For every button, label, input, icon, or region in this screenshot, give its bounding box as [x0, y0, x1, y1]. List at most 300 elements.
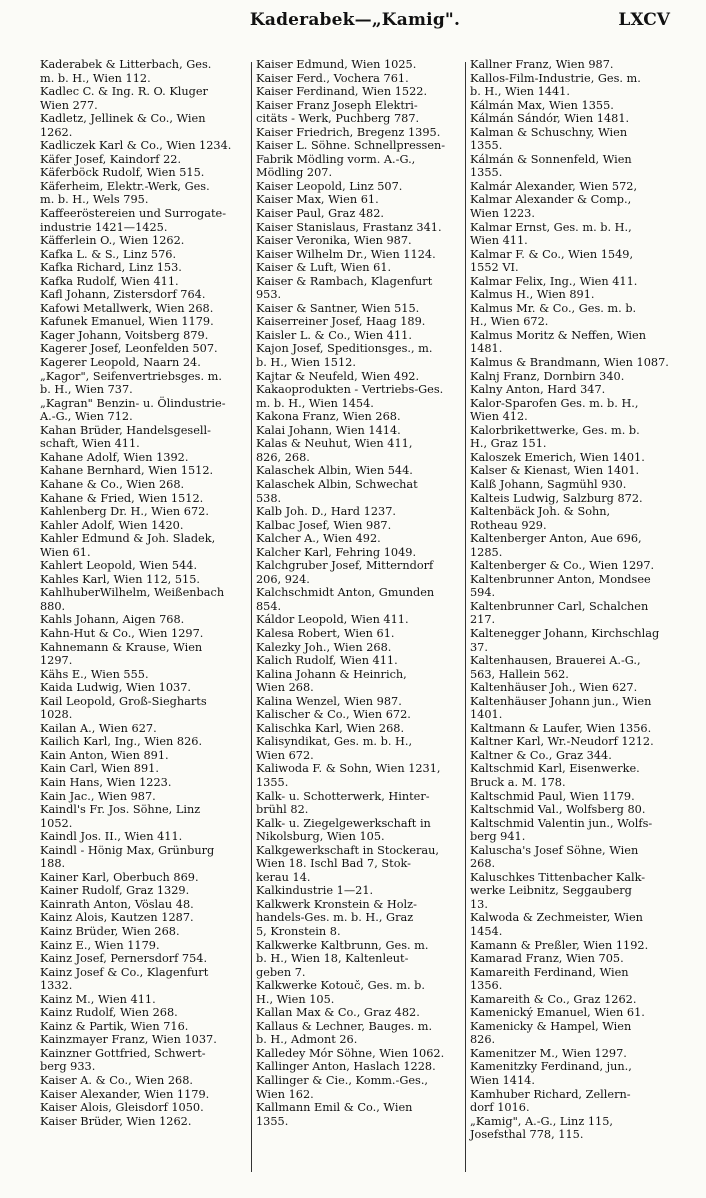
entry-line: 1355. [256, 1114, 289, 1128]
directory-entry [256, 695, 462, 709]
entry-line: Kaiser Max, Wien 61. [256, 193, 379, 207]
entry-line: Kainrath Anton, Vöslau 48. [40, 897, 194, 911]
directory-entry [256, 722, 462, 736]
entry-line: Kaisler L. & Co., Wien 411. [256, 328, 412, 342]
entry-line: Kalchschmidt Anton, Gmunden [256, 586, 435, 600]
directory-entry [256, 207, 462, 221]
directory-entry [40, 519, 248, 533]
entry-line: Kamhuber Richard, Zellern- [470, 1087, 631, 1101]
entry-line: b. H., Wien 18, Kaltenleut- [256, 952, 409, 966]
directory-entry [470, 112, 672, 126]
directory-entry [470, 1047, 672, 1061]
directory-entry [470, 749, 672, 763]
entry-line: 1355. [256, 775, 289, 789]
directory-entry [40, 275, 248, 289]
directory-entry [256, 654, 462, 668]
directory-entry [256, 464, 462, 478]
entry-line: 1454. [470, 925, 503, 938]
entry-line: Kaiserreiner Josef, Haag 189. [256, 315, 426, 329]
entry-line: Kamarad Franz, Wien 705. [470, 952, 624, 966]
directory-entry [470, 302, 672, 329]
directory-entry [470, 952, 672, 966]
directory-entry [40, 884, 248, 898]
directory-entry [470, 180, 672, 194]
entry-line: 268. [470, 857, 496, 871]
entry-line: Kalny Anton, Hard 347. [470, 383, 606, 397]
entry-line: Kaiser Ferd., Vochera 761. [256, 71, 409, 85]
entry-line: Kahlert Leopold, Wien 544. [40, 559, 198, 573]
directory-entry [40, 966, 248, 993]
entry-line: Kallinger Anton, Haslach 1228. [256, 1060, 436, 1074]
directory-entry [470, 1006, 672, 1020]
entry-line: 538. [256, 491, 282, 505]
directory-entry [256, 519, 462, 533]
entry-line: b. H., Wien 1441. [470, 85, 570, 99]
entry-line: Kaloszek Emerich, Wien 1401. [470, 450, 645, 464]
directory-entry [470, 505, 672, 532]
directory-entry [256, 844, 462, 885]
directory-entry [470, 451, 672, 465]
entry-line: Kalai Johann, Wien 1414. [256, 423, 401, 437]
entry-line: Kager Johann, Voitsberg 879. [40, 328, 209, 342]
entry-line: Kaindl Jos. II., Wien 411. [40, 830, 183, 844]
entry-line: 206, 924. [256, 572, 310, 586]
entry-line: Kamareith & Co., Graz 1262. [470, 992, 637, 1006]
entry-line: m. b. H., Wels 795. [40, 193, 149, 207]
entry-line: Kainzner Gottfried, Schwert- [40, 1046, 206, 1060]
entry-line: Kahane & Co., Wien 268. [40, 477, 185, 491]
directory-entry [470, 871, 672, 912]
entry-line: Kaltschmid Paul, Wien 1179. [470, 789, 635, 803]
entry-line: Kamenicky & Hampel, Wien [470, 1019, 632, 1033]
entry-line: Kahler Edmund & Joh. Sladek, [40, 532, 216, 546]
entry-line: Kalezky Joh., Wien 268. [256, 640, 392, 654]
directory-entry [40, 1101, 248, 1115]
directory-entry [40, 586, 248, 613]
entry-line: Kaltmann & Laufer, Wien 1356. [470, 721, 652, 735]
directory-entry [470, 288, 672, 302]
directory-entry [40, 180, 248, 207]
entry-line: Kaderabek & Litterbach, Ges. [40, 58, 212, 71]
directory-entry [470, 126, 672, 153]
directory-entry [40, 993, 248, 1007]
directory-entry [40, 681, 248, 695]
entry-line: A.-G., Wien 712. [40, 410, 133, 424]
entry-line: Kallner Franz, Wien 987. [470, 58, 614, 71]
entry-line: Kaltner & Co., Graz 344. [470, 748, 612, 762]
entry-line: Kalina Johann & Heinrich, [256, 667, 407, 681]
entry-line: Kalchgruber Josef, Mitterndorf [256, 559, 434, 573]
entry-line: Kaliwoda F. & Sohn, Wien 1231, [256, 762, 441, 776]
directory-entry [256, 234, 462, 248]
entry-line: dorf 1016. [470, 1101, 530, 1115]
directory-entry [256, 735, 462, 762]
entry-line: Kalkwerke Kaltbrunn, Ges. m. [256, 938, 429, 952]
directory-entry [40, 370, 248, 397]
entry-line: Kalischer & Co., Wien 672. [256, 708, 411, 722]
entry-line: b. H., Admont 26. [256, 1033, 358, 1047]
entry-line: Kaiser A. & Co., Wien 268. [40, 1074, 193, 1088]
entry-line: Josefsthal 778, 115. [470, 1128, 584, 1142]
entry-line: Kakaoprodukten - Vertriebs-Ges. [256, 383, 444, 397]
entry-line: Kafl Johann, Zistersdorf 764. [40, 288, 206, 302]
directory-entry [470, 735, 672, 749]
entry-line: m. b. H., Wien 112. [40, 71, 151, 85]
directory-entry [256, 668, 462, 695]
directory-entry [40, 329, 248, 343]
directory-entry [256, 532, 462, 546]
entry-line: Kainz M., Wien 411. [40, 992, 156, 1006]
directory-entry [470, 654, 672, 681]
entry-line: Kahles Karl, Wien 112, 515. [40, 572, 200, 586]
entry-line: schaft, Wien 411. [40, 437, 140, 451]
entry-line: „Kamig", A.-G., Linz 115, [470, 1114, 614, 1128]
directory-entry [40, 1115, 248, 1129]
directory-entry [470, 464, 672, 478]
directory-entry [256, 939, 462, 980]
entry-line: Wien 61. [40, 545, 91, 559]
directory-columns [0, 58, 706, 1178]
entry-line: H., Wien 672. [470, 315, 549, 329]
entry-line: 1401. [470, 708, 503, 722]
entry-line: 1552 VI. [470, 261, 519, 275]
entry-line: Kainz Alois, Kautzen 1287. [40, 911, 194, 925]
entry-line: Wien 411. [470, 234, 528, 248]
entry-line: KahlhuberWilhelm, Weißenbach [40, 586, 225, 600]
entry-line: 37. [470, 640, 488, 654]
entry-line: Kahlenberg Dr. H., Wien 672. [40, 505, 209, 519]
entry-line: „Kagor", Seifenvertriebsges. m. [40, 369, 222, 383]
entry-line: Kamenický Emanuel, Wien 61. [470, 1006, 645, 1020]
entry-line: Kálmán Sándór, Wien 1481. [470, 112, 630, 126]
entry-line: berg 941. [470, 830, 526, 844]
entry-line: Kalkwerk Kronstein & Holz- [256, 897, 417, 911]
entry-line: Bruck a. M. 178. [470, 775, 566, 789]
directory-entry [256, 261, 462, 275]
entry-line: Kaluschkes Tittenbacher Kalk- [470, 870, 646, 884]
entry-line: H., Graz 151. [470, 437, 547, 451]
directory-entry [470, 99, 672, 113]
entry-line: Kainz Brüder, Wien 268. [40, 925, 180, 938]
entry-line: Kallaus & Lechner, Bauges. m. [256, 1019, 433, 1033]
entry-line: Kahn-Hut & Co., Wien 1297. [40, 626, 204, 640]
entry-line: Kain Anton, Wien 891. [40, 748, 169, 762]
entry-line: 1285. [470, 545, 503, 559]
entry-line: Kálmán Max, Wien 1355. [470, 98, 614, 112]
entry-line: Kaiser Veronika, Wien 987. [256, 234, 412, 248]
entry-line: Kaiser Friedrich, Bregenz 1395. [256, 125, 441, 139]
directory-entry [256, 139, 462, 180]
entry-line: Kamann & Preßler, Wien 1192. [470, 938, 649, 952]
entry-line: Kainer Karl, Oberbuch 869. [40, 870, 199, 884]
entry-line: Kahan Brüder, Handelsgesell- [40, 423, 211, 437]
entry-line: Kahnemann & Krause, Wien [40, 640, 203, 654]
directory-entry [40, 248, 248, 262]
entry-line: Kainz & Partik, Wien 716. [40, 1019, 189, 1033]
entry-line: Kaiser Stanislaus, Frastanz 341. [256, 220, 442, 234]
directory-entry [256, 478, 462, 505]
entry-line: Kalmus & Brandmann, Wien 1087. [470, 356, 669, 370]
directory-entry [256, 58, 462, 72]
entry-line: Kalwoda & Zechmeister, Wien [470, 911, 643, 925]
directory-entry [256, 627, 462, 641]
entry-line: Kaltenhäuser Joh., Wien 627. [470, 681, 638, 695]
directory-entry [470, 939, 672, 953]
entry-line: Kagerer Leopold, Naarn 24. [40, 356, 201, 370]
entry-line: Kaiser Paul, Graz 482. [256, 207, 385, 221]
entry-line: Kaltenbrunner Carl, Schalchen [470, 599, 649, 613]
directory-entry [470, 72, 672, 99]
entry-line: industrie 1421—1425. [40, 220, 168, 234]
entry-line: 1052. [40, 816, 73, 830]
entry-line: Kalß Johann, Sagmühl 930. [470, 477, 627, 491]
directory-entry [40, 112, 248, 139]
entry-line: Rotheau 929. [470, 518, 547, 532]
entry-line: Kaindl's Fr. Jos. Söhne, Linz [40, 803, 201, 817]
entry-line: Kalaschek Albin, Schwechat [256, 477, 418, 491]
directory-entry [40, 695, 248, 722]
entry-line: Kamenitzer M., Wien 1297. [470, 1046, 627, 1060]
entry-line: Kaltschmid Valentin jun., Wolfs- [470, 816, 653, 830]
entry-line: Kain Hans, Wien 1223. [40, 775, 172, 789]
entry-line: Kainz Rudolf, Wien 268. [40, 1006, 178, 1020]
directory-entry [40, 451, 248, 465]
directory-entry [40, 261, 248, 275]
entry-line: m. b. H., Wien 1454. [256, 396, 374, 410]
entry-line: 563, Hallein 562. [470, 667, 569, 681]
entry-line: Kaltenbrunner Anton, Mondsee [470, 572, 651, 586]
directory-entry [470, 573, 672, 600]
directory-entry [470, 492, 672, 506]
entry-line: Kalb Joh. D., Hard 1237. [256, 505, 396, 519]
directory-entry [40, 464, 248, 478]
directory-entry [40, 830, 248, 844]
column-3 [470, 58, 672, 1142]
entry-line: Kalman & Schuschny, Wien [470, 125, 628, 139]
directory-entry [256, 762, 462, 789]
entry-line: Kakona Franz, Wien 268. [256, 410, 401, 424]
entry-line: Kalich Rudolf, Wien 411. [256, 654, 398, 668]
entry-line: Kainz Josef & Co., Klagenfurt [40, 965, 209, 979]
entry-line: Wien 18. Ischl Bad 7, Stok- [256, 857, 411, 871]
entry-line: Kaida Ludwig, Wien 1037. [40, 681, 191, 695]
entry-line: Kain Jac., Wien 987. [40, 789, 156, 803]
entry-line: Kainz Josef, Pernersdorf 754. [40, 952, 208, 966]
directory-entry [40, 762, 248, 776]
directory-entry [470, 478, 672, 492]
directory-entry [470, 803, 672, 817]
directory-entry [40, 939, 248, 953]
entry-line: 854. [256, 599, 282, 613]
entry-line: Kaltenberger Anton, Aue 696, [470, 532, 642, 546]
directory-entry [470, 1115, 672, 1142]
directory-entry [256, 1020, 462, 1047]
directory-entry [40, 1033, 248, 1047]
entry-line: Kafka Richard, Linz 153. [40, 261, 182, 275]
directory-entry [470, 817, 672, 844]
directory-entry [470, 383, 672, 397]
directory-entry [40, 925, 248, 939]
entry-line: Kalor-Sparofen Ges. m. b. H., [470, 396, 639, 410]
entry-line: werke Leibnitz, Seggauberg [470, 884, 632, 898]
directory-entry [40, 803, 248, 830]
directory-entry [256, 884, 462, 898]
entry-line: Nikolsburg, Wien 105. [256, 830, 385, 844]
directory-entry [256, 586, 462, 613]
entry-line: 953. [256, 288, 282, 302]
directory-entry [256, 85, 462, 99]
directory-entry [40, 790, 248, 804]
entry-line: Kalmus Mr. & Co., Ges. m. b. [470, 301, 637, 315]
entry-line: b. H., Wien 1512. [256, 356, 356, 370]
directory-entry [40, 166, 248, 180]
entry-line: Kainer Rudolf, Graz 1329. [40, 884, 190, 898]
directory-entry [470, 695, 672, 722]
entry-line: Kaiser & Luft, Wien 61. [256, 261, 392, 275]
directory-entry [470, 356, 672, 370]
entry-line: Kafowi Metallwerk, Wien 268. [40, 301, 214, 315]
entry-line: 5, Kronstein 8. [256, 925, 341, 938]
entry-line: 1262. [40, 125, 73, 139]
directory-entry [470, 966, 672, 993]
directory-entry [470, 397, 672, 424]
directory-entry [470, 193, 672, 220]
column-1 [40, 58, 248, 1128]
directory-entry [40, 898, 248, 912]
directory-entry [256, 790, 462, 817]
directory-entry [40, 668, 248, 682]
entry-line: 1028. [40, 708, 73, 722]
directory-entry [256, 613, 462, 627]
directory-entry [40, 505, 248, 519]
entry-line: Kahane Adolf, Wien 1392. [40, 450, 189, 464]
entry-line: H., Wien 105. [256, 992, 335, 1006]
entry-line: Kaltenbäck Joh. & Sohn, [470, 505, 611, 519]
entry-line: Kadletz, Jellinek & Co., Wien [40, 112, 206, 126]
entry-line: Kálmán & Sonnenfeld, Wien [470, 152, 632, 166]
directory-entry [256, 1047, 462, 1061]
directory-entry [256, 979, 462, 1006]
entry-line: Kain Carl, Wien 891. [40, 762, 159, 776]
directory-entry [256, 342, 462, 369]
directory-entry [256, 559, 462, 586]
directory-entry [256, 275, 462, 302]
directory-entry [256, 898, 462, 939]
directory-entry [256, 329, 462, 343]
running-title: Kaderabek—„Kamig". [249, 10, 461, 30]
entry-line: Kalkgewerkschaft in Stockerau, [256, 843, 440, 857]
entry-line: Fabrik Mödling vorm. A.-G., [256, 152, 416, 166]
entry-line: Kalkindustrie 1—21. [256, 884, 374, 898]
entry-line: Kalesa Robert, Wien 61. [256, 626, 395, 640]
directory-entry [40, 315, 248, 329]
directory-entry [470, 424, 672, 451]
directory-entry [40, 356, 248, 370]
entry-line: Kaltschmid Karl, Eisenwerke. [470, 762, 640, 776]
entry-line: 880. [40, 599, 66, 613]
entry-line: Kalbac Josef, Wien 987. [256, 518, 392, 532]
directory-entry [40, 627, 248, 641]
entry-line: Kalmus H., Wien 891. [470, 288, 595, 302]
directory-entry [256, 410, 462, 424]
directory-entry [470, 221, 672, 248]
entry-line: Kalmus Moritz & Neffen, Wien [470, 328, 647, 342]
entry-line: Kaltenhausen, Brauerei A.-G., [470, 654, 641, 668]
directory-entry [40, 342, 248, 356]
entry-line: Wien 268. [256, 681, 314, 695]
directory-entry [40, 749, 248, 763]
entry-line: Kailan A., Wien 627. [40, 721, 157, 735]
directory-entry [256, 99, 462, 126]
directory-entry [40, 492, 248, 506]
entry-line: Kalkwerke Kotouč, Ges. m. b. [256, 979, 425, 993]
directory-entry [40, 844, 248, 871]
directory-entry [40, 722, 248, 736]
directory-entry [470, 329, 672, 356]
entry-line: Kahler Adolf, Wien 1420. [40, 518, 184, 532]
entry-line: Kalmar Ernst, Ges. m. b. H., [470, 220, 632, 234]
directory-entry [256, 193, 462, 207]
directory-entry [40, 288, 248, 302]
directory-entry [470, 532, 672, 559]
entry-line: Kalaschek Albin, Wien 544. [256, 464, 413, 478]
directory-entry [470, 559, 672, 573]
entry-line: Kalcher A., Wien 492. [256, 532, 381, 546]
entry-line: Kaiser Edmund, Wien 1025. [256, 58, 417, 71]
entry-line: kerau 14. [256, 870, 311, 884]
entry-line: Käfer Josef, Kaindorf 22. [40, 152, 182, 166]
directory-entry [470, 275, 672, 289]
directory-entry [470, 911, 672, 938]
page-number: LXCV [618, 10, 670, 30]
directory-entry [256, 641, 462, 655]
entry-line: Kainzmayer Franz, Wien 1037. [40, 1033, 217, 1047]
directory-entry [40, 641, 248, 668]
entry-line: Káldor Leopold, Wien 411. [256, 613, 409, 627]
entry-line: Kaiser Franz Joseph Elektri- [256, 98, 418, 112]
entry-line: Kalisyndikat, Ges. m. b. H., [256, 735, 413, 749]
entry-line: Kallinger & Cie., Komm.-Ges., [256, 1074, 429, 1088]
entry-line: Kaltschmid Val., Wolfsberg 80. [470, 803, 646, 817]
entry-line: Kallmann Emil & Co., Wien [256, 1101, 413, 1115]
entry-line: geben 7. [256, 965, 306, 979]
entry-line: Kainz E., Wien 1179. [40, 938, 160, 952]
entry-line: Kalmar Felix, Ing., Wien 411. [470, 274, 638, 288]
directory-entry [40, 85, 248, 112]
entry-line: Kalk- u. Schotterwerk, Hinter- [256, 789, 430, 803]
entry-line: Kaltner Karl, Wr.-Neudorf 1212. [470, 735, 654, 749]
entry-line: Kaindl - Hönig Max, Grünburg [40, 843, 215, 857]
entry-line: Kagerer Josef, Leonfelden 507. [40, 342, 218, 356]
entry-line: Kalk- u. Ziegelgewerkschaft in [256, 816, 431, 830]
entry-line: brühl 82. [256, 803, 309, 817]
entry-line: Käfferlein O., Wien 1262. [40, 234, 185, 248]
directory-entry [256, 1006, 462, 1020]
directory-entry [256, 315, 462, 329]
directory-entry [470, 722, 672, 736]
directory-entry [40, 1074, 248, 1088]
entry-line: Kaiser Ferdinand, Wien 1522. [256, 85, 428, 99]
directory-entry [40, 1006, 248, 1020]
directory-entry [256, 1060, 462, 1074]
directory-entry [470, 248, 672, 275]
entry-line: Kaiser Alois, Gleisdorf 1050. [40, 1101, 204, 1115]
entry-line: berg 933. [40, 1060, 96, 1074]
entry-line: Käferheim, Elektr.-Werk, Ges. [40, 179, 210, 193]
entry-line: Wien 1414. [470, 1074, 535, 1088]
directory-entry [470, 762, 672, 789]
directory-entry [40, 1020, 248, 1034]
